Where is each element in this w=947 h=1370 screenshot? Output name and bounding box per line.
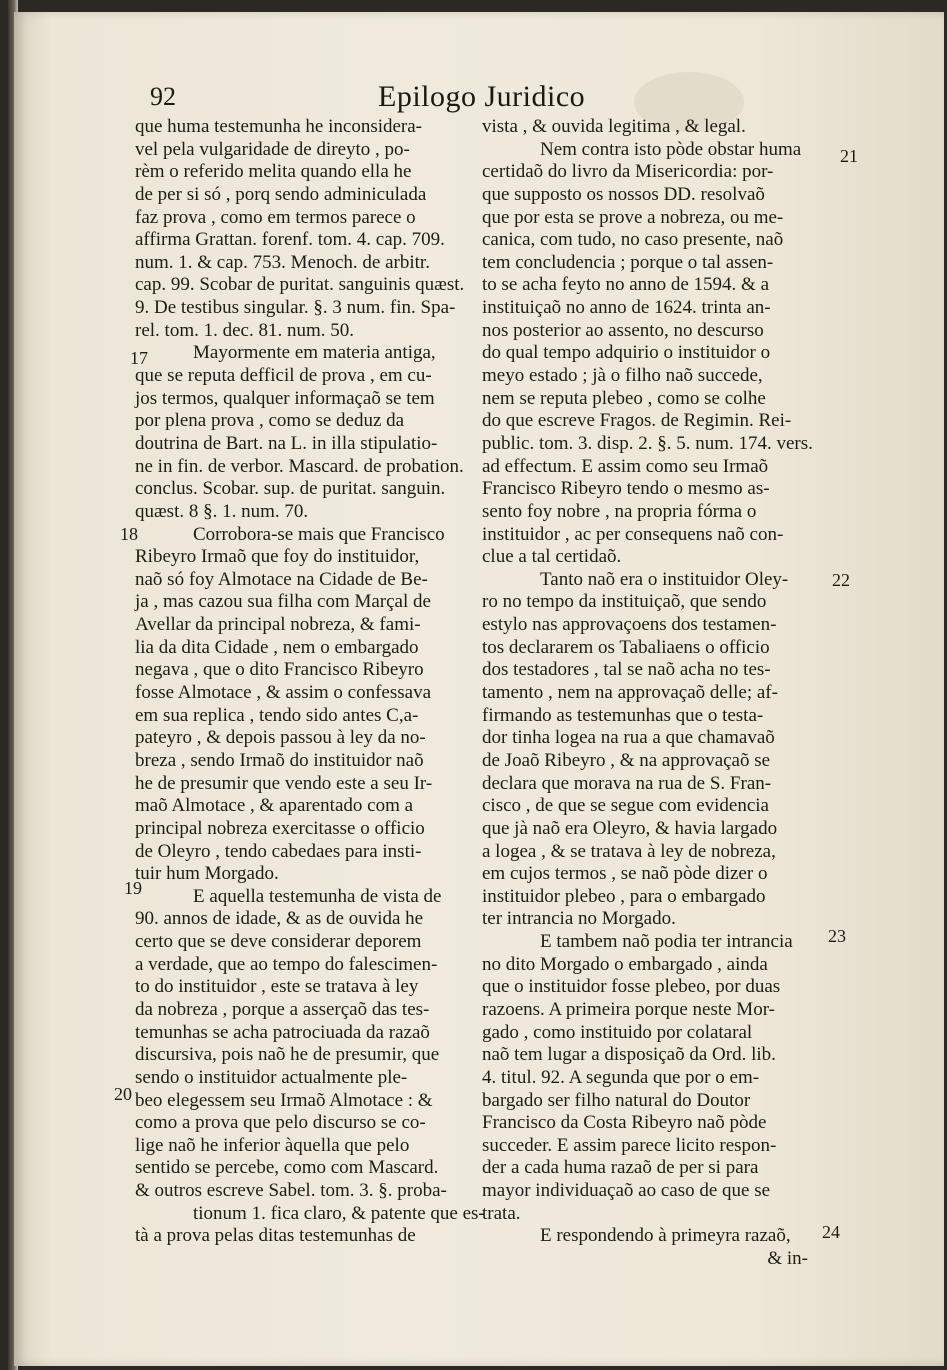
text-line: vel pela vulgaridade de direyto , po- bbox=[135, 138, 410, 160]
page-number: 92 bbox=[150, 82, 176, 111]
text-line: public. tom. 3. disp. 2. §. 5. num. 174. vers. bbox=[482, 432, 813, 454]
text-line: estylo nas approvaçoens dos testamen- bbox=[482, 614, 777, 636]
text-line: declara que morava na rua de S. Fran- bbox=[482, 772, 772, 794]
text-line: jos termos, qualquer informaçaõ se tem bbox=[135, 387, 435, 409]
text-line: tionum 1. fica claro, & patente que es- bbox=[193, 1202, 485, 1224]
text-line: faz prova , como em termos parece o bbox=[135, 206, 416, 228]
text-line: a logea , & se tratava à ley de nobreza, bbox=[482, 840, 776, 862]
text-line: to do instituidor , este se tratava à ley bbox=[135, 976, 419, 998]
text-line: 4. titul. 92. A segunda que por o em- bbox=[482, 1066, 760, 1088]
text-line: tos declararem os Tabaliaens o officio bbox=[482, 636, 770, 658]
text-line: naõ só foy Almotace na Cidade de Be- bbox=[135, 568, 428, 590]
text-line: do qual tempo adquirio o instituidor o bbox=[482, 342, 771, 364]
right-text-column bbox=[482, 116, 822, 1271]
text-line: razoens. A primeira porque neste Mor- bbox=[482, 998, 775, 1020]
page-header bbox=[150, 82, 670, 118]
text-line: maõ Almotace , & aparentado com a bbox=[135, 795, 414, 817]
text-line: meyo estado ; jà o filho naõ succede, bbox=[482, 365, 763, 387]
text-line: no dito Morgado o embargado , ainda bbox=[482, 953, 768, 975]
text-line: lige naõ he inferior àquella que pelo bbox=[135, 1134, 410, 1156]
text-line: 9. De testibus singular. §. 3 num. fin. Spa- bbox=[135, 297, 456, 319]
text-line: sendo o instituidor actualmente ple- bbox=[135, 1066, 408, 1088]
text-line: gado , como instituido por colataral bbox=[482, 1021, 753, 1043]
text-line: conclus. Scobar. sup. de puritat. sanguin. bbox=[135, 478, 446, 500]
text-line: num. 1. & cap. 753. Menoch. de arbitr. bbox=[135, 251, 430, 273]
text-line: que jà naõ era Oleyro, & havia largado bbox=[482, 817, 778, 839]
text-line: sento foy nobre , na propria fórma o bbox=[482, 500, 757, 522]
text-line: ro no tempo da instituiçaõ, que sendo bbox=[482, 591, 767, 613]
text-line: clue a tal certidaõ. bbox=[482, 546, 622, 568]
text-line: cisco , de que se segue com evidencia bbox=[482, 795, 769, 817]
text-line: temunhas se acha patrociuada da razaõ bbox=[135, 1021, 430, 1043]
text-line: E tambem naõ podia ter intrancia bbox=[540, 931, 793, 953]
marginal-number-20: 20 bbox=[114, 1084, 132, 1104]
text-line: do que escreve Fragos. de Regimin. Rei- bbox=[482, 410, 792, 432]
text-line: pateyro , & depois passou à ley da no- bbox=[135, 727, 426, 749]
text-line: rel. tom. 1. dec. 81. num. 50. bbox=[135, 319, 354, 341]
text-line: Avellar da principal nobreza, & fami- bbox=[135, 614, 421, 636]
text-line: instituidor , ac per consequens naõ con- bbox=[482, 523, 784, 545]
text-line: que supposto os nossos DD. resolvaõ bbox=[482, 183, 765, 205]
text-line: beo elegessem seu Irmaõ Almotace : & bbox=[135, 1089, 433, 1111]
text-line: dos testadores , tal se naõ acha no tes- bbox=[482, 659, 771, 681]
text-line: naõ tem lugar a disposiçaõ da Ord. lib. bbox=[482, 1044, 776, 1066]
left-text-column bbox=[135, 116, 485, 1248]
text-line: bargado ser filho natural do Doutor bbox=[482, 1089, 751, 1111]
text-line: firmando as testemunhas que o testa- bbox=[482, 704, 764, 726]
text-line: negava , que o dito Francisco Ribeyro bbox=[135, 659, 424, 681]
marginal-number-18: 18 bbox=[120, 524, 138, 544]
text-line: que o instituidor fosse plebeo, por duas bbox=[482, 976, 781, 998]
text-line: principal nobreza exercitasse o officio bbox=[135, 817, 425, 839]
text-line: certo que se deve considerar deporem bbox=[135, 931, 422, 953]
text-line: 90. annos de idade, & as de ouvida he bbox=[135, 908, 424, 930]
text-line: trata. bbox=[482, 1202, 521, 1224]
text-line: de per si só , porq sendo adminiculada bbox=[135, 183, 427, 205]
text-line: por plena prova , como se deduz da bbox=[135, 410, 405, 432]
text-line: tamento , nem na approvaçaõ delle; af- bbox=[482, 682, 778, 704]
text-line: cap. 99. Scobar de puritat. sanguinis quæst. bbox=[135, 274, 465, 296]
text-line: Ribeyro Irmaõ que foy do instituidor, bbox=[135, 546, 420, 568]
text-line: to se acha feyto no anno de 1594. & a bbox=[482, 274, 770, 296]
marginal-number-22: 22 bbox=[832, 570, 850, 590]
text-line: & in- bbox=[767, 1248, 808, 1270]
marginal-number-23: 23 bbox=[828, 926, 846, 946]
text-line: breza , sendo Irmaõ do instituidor naõ bbox=[135, 749, 424, 771]
text-line: doutrina de Bart. na L. in illa stipulatio- bbox=[135, 432, 438, 454]
text-line: Nem contra isto pòde obstar huma bbox=[540, 138, 802, 160]
text-line: instituiçaõ no anno de 1624. trinta an- bbox=[482, 297, 771, 319]
text-line: canica, com tudo, no caso presente, naõ bbox=[482, 229, 784, 251]
text-line: nos posterior ao assento, no descurso bbox=[482, 319, 764, 341]
text-line: de Oleyro , tendo cabedaes para insti- bbox=[135, 840, 422, 862]
text-line: de Joaõ Ribeyro , & na approvaçaõ se bbox=[482, 749, 771, 771]
marginal-number-24: 24 bbox=[822, 1222, 840, 1242]
text-line: instituidor plebeo , para o embargado bbox=[482, 885, 766, 907]
text-line: da nobreza , porque a asserçaõ das tes- bbox=[135, 998, 430, 1020]
text-line: der a cada huma razaõ de per si para bbox=[482, 1157, 759, 1179]
text-line: nem se reputa plebeo , como se colhe bbox=[482, 387, 766, 409]
text-line: em sua replica , tendo sido antes C,a- bbox=[135, 704, 419, 726]
text-line: certidaõ do livro da Misericordia: por- bbox=[482, 161, 774, 183]
marginal-number-21: 21 bbox=[840, 146, 858, 166]
text-line: ter intrancia no Morgado. bbox=[482, 908, 676, 930]
text-line: tà a prova pelas ditas testemunhas de bbox=[135, 1225, 416, 1247]
text-line: succeder. E assim parece licito respon- bbox=[482, 1134, 777, 1156]
text-line: lia da dita Cidade , nem o embargado bbox=[135, 636, 419, 658]
marginal-number-19: 19 bbox=[124, 878, 142, 898]
text-line: E respondendo à primeyra razaõ, bbox=[540, 1225, 791, 1247]
text-line: vista , & ouvida legitima , & legal. bbox=[482, 116, 746, 137]
text-line: ad effectum. E assim como seu Irmaõ bbox=[482, 455, 769, 477]
text-line: mayor individuaçaõ ao caso de que se bbox=[482, 1180, 771, 1202]
text-line: tem concludencia ; porque o tal assen- bbox=[482, 251, 774, 273]
text-line: Tanto naõ era o instituidor Oley- bbox=[540, 568, 789, 590]
text-line: a verdade, que ao tempo do falescimen- bbox=[135, 953, 438, 975]
text-line: dor tinha logea na rua a que chamavaõ bbox=[482, 727, 775, 749]
text-line: ne in fin. de verbor. Mascard. de probation. bbox=[135, 455, 464, 477]
text-line: que huma testemunha he inconsidera- bbox=[135, 116, 423, 137]
text-line: tuir hum Morgado. bbox=[135, 863, 279, 885]
text-line: como a prova que pelo discurso se co- bbox=[135, 1112, 426, 1134]
text-line: & outros escreve Sabel. tom. 3. §. proba- bbox=[135, 1180, 447, 1202]
marginal-number-17: 17 bbox=[130, 348, 148, 368]
text-line: que por esta se prove a nobreza, ou me- bbox=[482, 206, 784, 228]
text-line: discursiva, pois naõ he de presumir, que bbox=[135, 1044, 440, 1066]
text-line: E aquella testemunha de vista de bbox=[193, 885, 442, 907]
running-title: Epilogo Juridico bbox=[378, 80, 586, 113]
text-line: Francisco Ribeyro tendo o mesmo as- bbox=[482, 478, 770, 500]
text-line: em cujos termos , se naõ pòde dizer o bbox=[482, 863, 768, 885]
text-line: he de presumir que vendo este a seu Ir- bbox=[135, 772, 433, 794]
text-line: que se reputa defficil de prova , em cu- bbox=[135, 365, 432, 387]
text-line: affirma Grattan. forenf. tom. 4. cap. 709. bbox=[135, 229, 445, 251]
text-line: fosse Almotace , & assim o confessava bbox=[135, 682, 432, 704]
text-line: rèm o referido melita quando ella he bbox=[135, 161, 412, 183]
text-line: Francisco da Costa Ribeyro naõ pòde bbox=[482, 1112, 767, 1134]
text-line: quæst. 8 §. 1. num. 70. bbox=[135, 500, 309, 522]
text-line: Mayormente em materia antiga, bbox=[193, 342, 436, 364]
text-line: sentido se percebe, como com Mascard. bbox=[135, 1157, 439, 1179]
text-line: Corrobora-se mais que Francisco bbox=[193, 523, 445, 545]
text-line: ja , mas cazou sua filha com Marçal de bbox=[135, 591, 431, 613]
